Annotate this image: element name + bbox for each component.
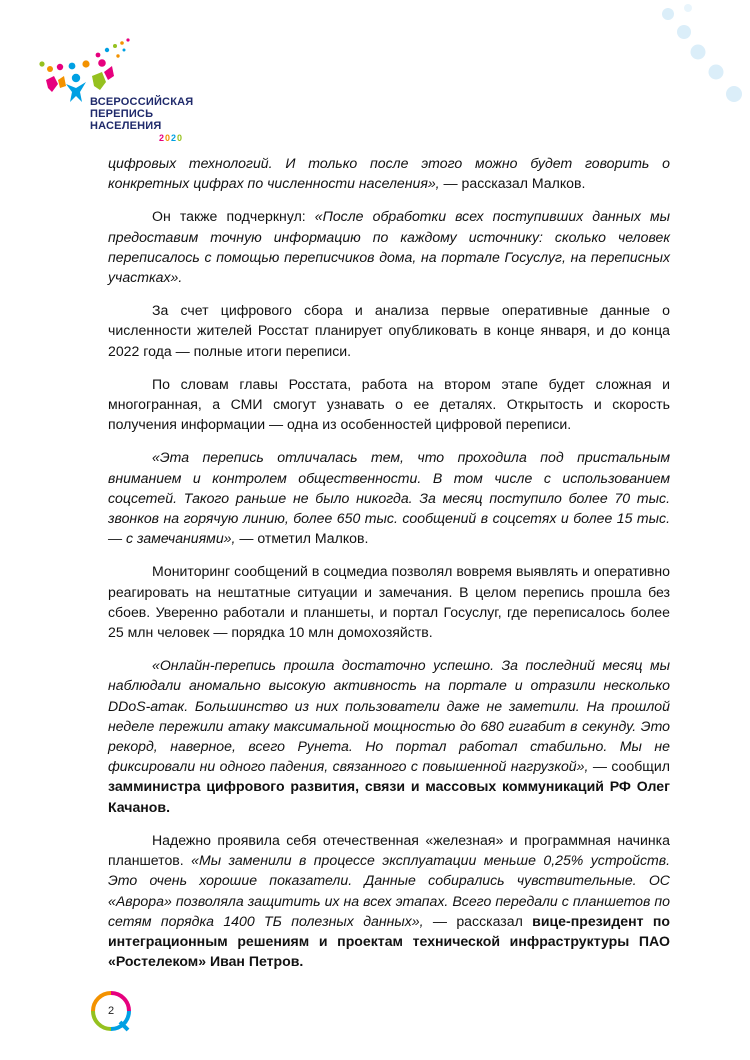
page-number: 2 [107,1005,115,1017]
paragraph: «Онлайн-перепись прошла достаточно успешно. За последний месяц мы наблюдали аномально высокую активность на портале и отразили несколько DDoS-атак. Большинство из них пользователи даже не заметили. На прошлой неделе пережили атаку максимальной мощностью до 680 гигабит в секунду. Это рекорд, наверное, всего Рунета. Но портал работал стабильно. Мы не фиксировали ни одного падения, связанного с повышенной нагрузкой», — сообщил замминистра цифрового развития, связи и массовых коммуникаций РФ Олег Качанов. [108,657,670,815]
logo-line-1: ВСЕРОССИЙСКАЯ [90,96,194,108]
paragraph: цифровых технологий. И только после этого можно будет говорить о конкретных цифрах по численности населения», — рассказал Малков. [108,155,670,192]
paragraph: Надежно проявила себя отечественная «железная» и программная начинка планшетов. «Мы заменили в процессе эксплуатации меньше 0,25% устройств. Это очень хорошие показатели. Данные собирались чувствительные. ОС «Аврора» позволяла защитить их на всех этапах. Всего передали с планшетов по сетям порядка 1400 ТБ полезных данных», — рассказал вице-президент по интеграционным решениям и проектам технической инфраструктуры ПАО «Ростелеком» Иван Петров. [108,831,671,970]
logo-year: 2020 [159,133,184,143]
decorative-dots-icon [660,0,750,120]
paragraph: По словам главы Росстата, работа на втором этапе будет сложная и многогранная, а СМИ смогут узнавать о ее деталях. Открытость и скорость получения информации — одна из особенностей цифровой переписи. [108,375,670,433]
paragraph: Мониторинг сообщений в соцмедиа позволял вовремя выявлять и оперативно реагировать на нештатные ситуации и замечания. В целом перепись прошла без сбоев. Уверенно работали и планшеты, и портал Госуслуг, где переписалось более 25 млн человек — порядка 10 млн домохозяйств. [108,563,670,641]
logo-title [90,96,193,132]
article-body [108,153,670,984]
page-badge [90,990,132,1032]
paragraph: Он также подчеркнул: «После обработки всех поступивших данных мы предоставим точную информацию по каждому источнику: сколько человек переписалось с помощью переписчиков дома, на портале Госуслуг, на переписных участках». [108,208,670,286]
logo-line-3: НАСЕЛЕНИЯ [90,120,162,132]
paragraph: За счет цифрового сбора и анализа первые оперативные данные о численности жителей Росстат планирует опубликовать в конце января, и до конца 2022 года — полные итоги переписи. [108,302,670,359]
census-logo [36,36,206,146]
paragraph: «Эта перепись отличалась тем, что проходила под пристальным вниманием и контролем общественности. В том числе с использованием соцсетей. Такого раньше не было никогда. За месяц поступило более 70 тыс. звонков на горячую линию, более 650 тыс. сообщений в соцсетях и более 15 тыс. — с замечаниями», — отметил Малков. [108,449,670,547]
logo-line-2: ПЕРЕПИСЬ [90,108,154,120]
